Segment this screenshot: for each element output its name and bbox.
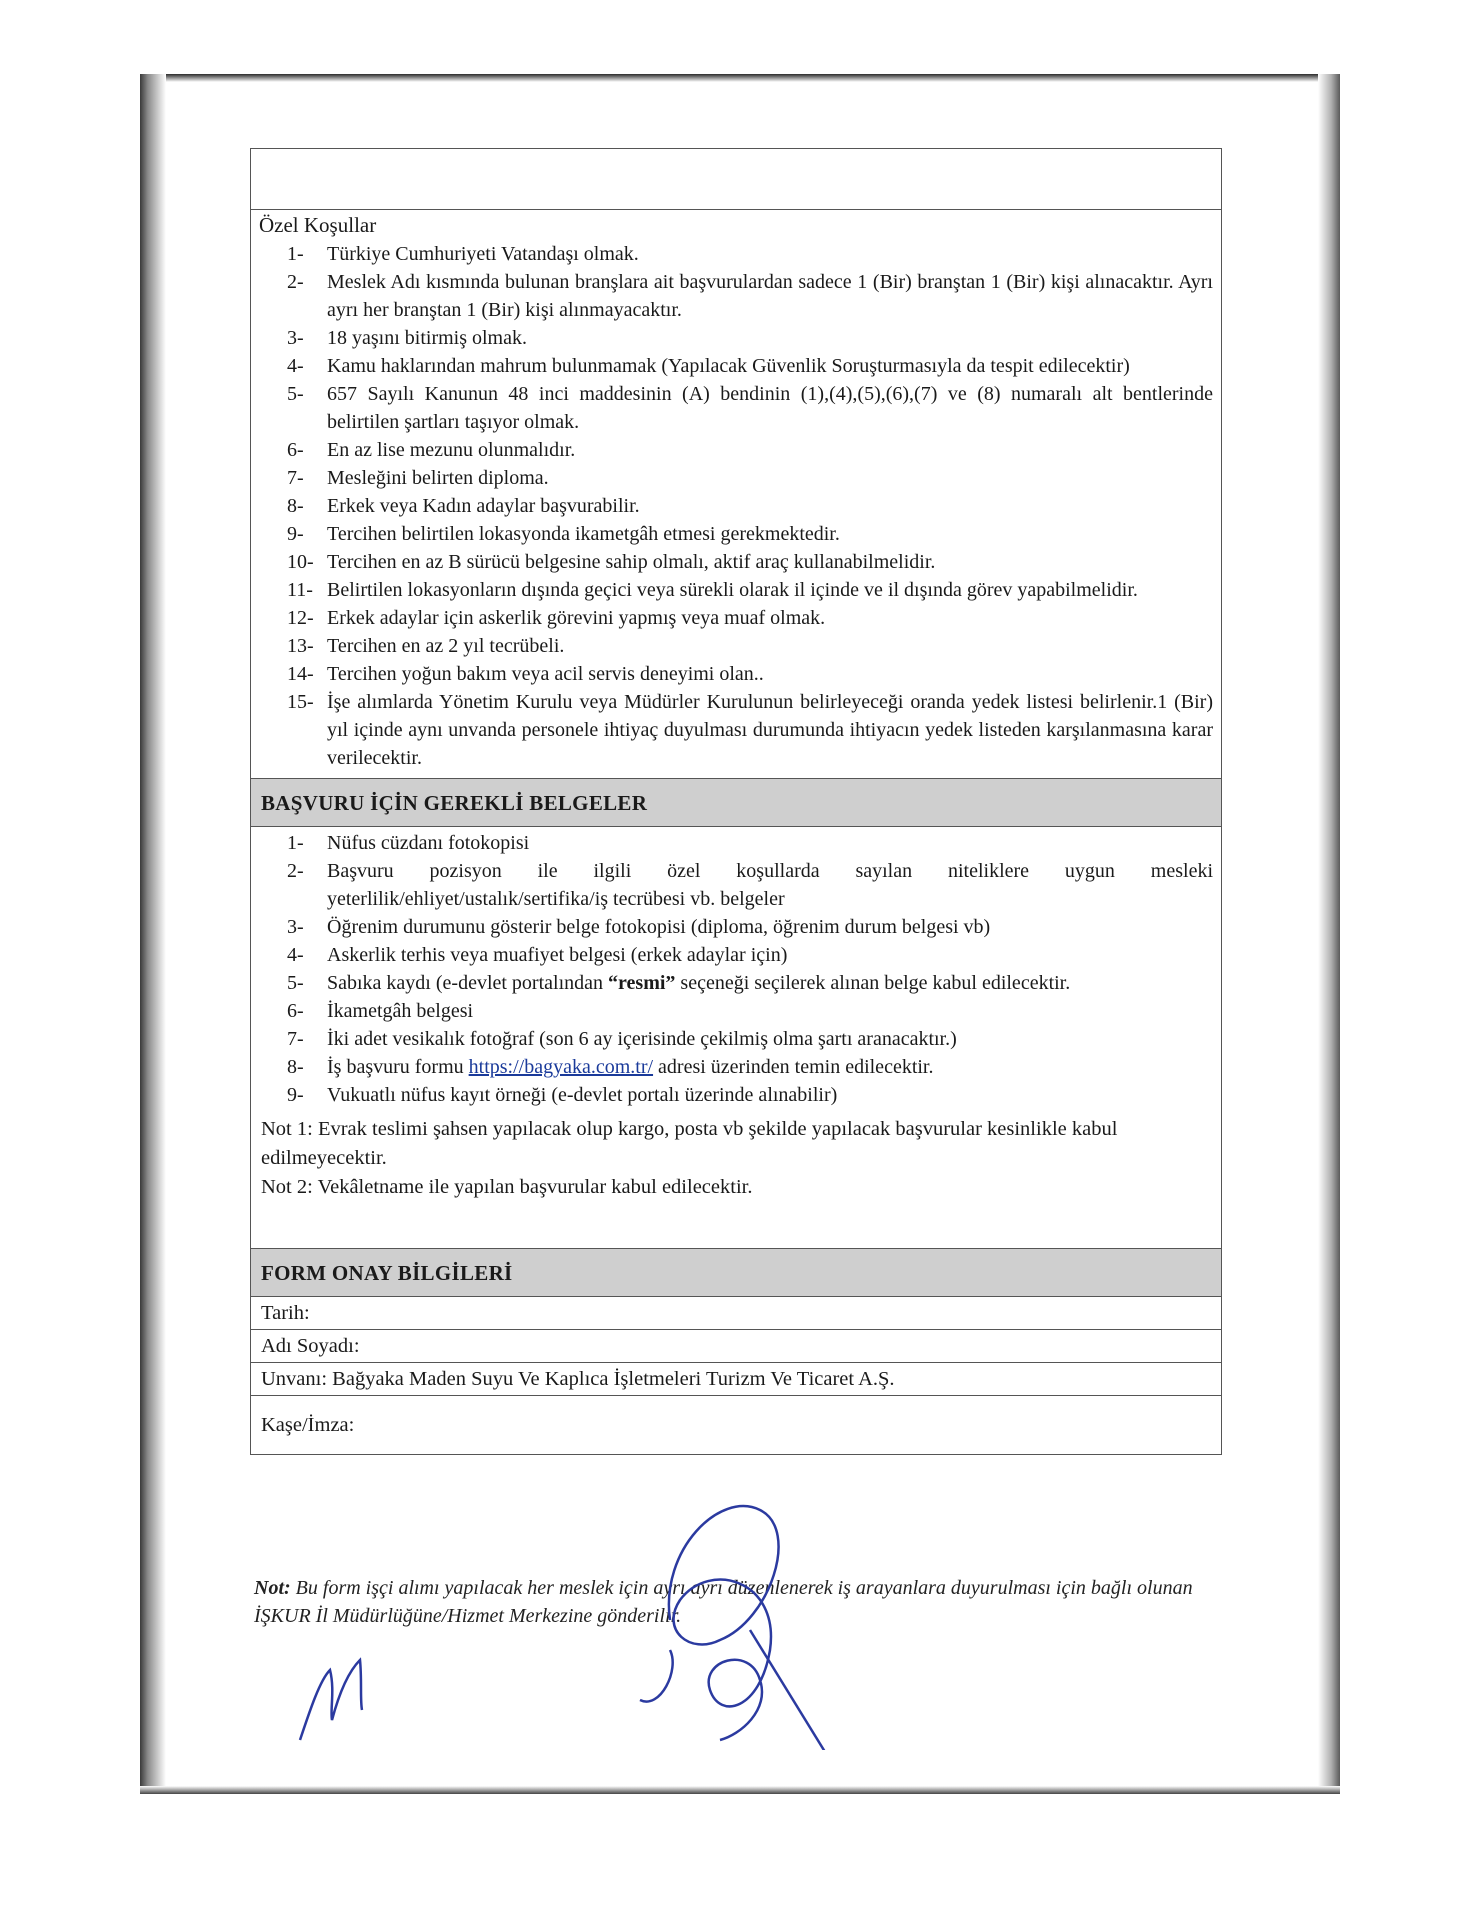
list-item-number: 8- xyxy=(287,1056,304,1078)
list-item-text: Tercihen en az B sürücü belgesine sahip olmalı, aktif araç kullanabilmelidir. xyxy=(327,551,936,573)
list-item-text: Türkiye Cumhuriyeti Vatandaşı olmak. xyxy=(327,243,639,265)
list-item xyxy=(287,688,1213,772)
list-item-number: 8- xyxy=(287,495,304,517)
list-item-text: Erkek veya Kadın adaylar başvurabilir. xyxy=(327,495,640,517)
list-item-text: 18 yaşını bitirmiş olmak. xyxy=(327,327,527,349)
title-field: Unvanı: Bağyaka Maden Suyu Ve Kaplıca İşletmeleri Turizm Ve Ticaret A.Ş. xyxy=(251,1363,1221,1396)
list-item xyxy=(287,1053,1213,1081)
list-item-text-part: İş başvuru formu xyxy=(327,1056,469,1078)
form-sheet xyxy=(250,148,1222,1455)
list-item-text: Meslek Adı kısmında bulunan branşlara ait başvurulardan sadece 1 (Bir) branştan 1 (Bir) kişi alınacaktır. Ayrı ayrı her branştan 1 (Bir) kişi alınmayacaktır. xyxy=(327,271,1213,321)
list-item xyxy=(287,1025,1213,1053)
list-item-text xyxy=(327,969,1213,997)
list-item xyxy=(287,436,1213,464)
list-item-text: 657 Sayılı Kanunun 48 inci maddesinin (A) bendinin (1),(4),(5),(6),(7) ve (8) numaralı alt bentlerinde belirtilen şartları taşıyor olmak. xyxy=(327,383,1213,433)
list-item xyxy=(287,240,1213,268)
list-item xyxy=(287,1081,1213,1109)
signature-initials xyxy=(290,1640,410,1750)
list-item-text-part: adresi üzerinden temin edilecektir. xyxy=(653,1056,934,1078)
list-item xyxy=(287,829,1213,857)
required-documents-list xyxy=(251,827,1221,1115)
name-field: Adı Soyadı: xyxy=(251,1330,1221,1363)
list-item-text: Kamu haklarından mahrum bulunmamak (Yapılacak Güvenlik Soruşturmasıyla da tespit edilecektir) xyxy=(327,355,1130,377)
list-item-number: 4- xyxy=(287,355,304,377)
list-item-number: 2- xyxy=(287,860,304,882)
list-item xyxy=(287,380,1213,436)
list-item-number: 4- xyxy=(287,944,304,966)
list-item xyxy=(287,268,1213,324)
special-conditions-section xyxy=(251,210,1221,778)
list-item-text xyxy=(327,1053,1213,1081)
form-box xyxy=(250,148,1222,1455)
note-2: Not 2: Vekâletname ile yapılan başvurular kabul edilecektir. xyxy=(261,1176,753,1198)
required-documents-section xyxy=(251,827,1221,1248)
list-item-number: 1- xyxy=(287,832,304,854)
list-item-number: 9- xyxy=(287,523,304,545)
list-item-number: 3- xyxy=(287,916,304,938)
list-item-text: En az lise mezunu olunmalıdır. xyxy=(327,439,576,461)
list-item-number: 3- xyxy=(287,327,304,349)
note-1: Not 1: Evrak teslimi şahsen yapılacak olup kargo, posta vb şekilde yapılacak başvurular kesinlikle kabul edilmeyecektir. xyxy=(261,1118,1118,1169)
list-item-text: Tercihen belirtilen lokasyonda ikametgâh etmesi gerekmektedir. xyxy=(327,523,840,545)
scan-edge-left xyxy=(140,74,166,1794)
form-approval-header: FORM ONAY BİLGİLERİ xyxy=(251,1248,1221,1297)
list-item-number: 6- xyxy=(287,1000,304,1022)
list-item-number: 6- xyxy=(287,439,304,461)
list-item xyxy=(287,576,1213,604)
list-item xyxy=(287,352,1213,380)
list-item-number: 1- xyxy=(287,243,304,265)
list-item-text: Askerlik terhis veya muafiyet belgesi (erkek adaylar için) xyxy=(327,944,788,966)
list-item xyxy=(287,969,1213,997)
list-item-text: İkametgâh belgesi xyxy=(327,1000,474,1022)
special-conditions-title: Özel Koşullar xyxy=(259,213,377,237)
list-item-number: 15- xyxy=(287,691,314,713)
list-item-text: İki adet vesikalık fotoğraf (son 6 ay içerisinde çekilmiş olma şartı aranacaktır.) xyxy=(327,1028,957,1050)
list-item-text: İşe alımlarda Yönetim Kurulu veya Müdürler Kurulunun belirleyeceği oranda yedek listesi belirlenir.1 (Bir) yıl içinde aynı unvanda personele ihtiyaç duyulması durumunda ihtiyacın yedek listeden karşılanmasına karar verilecektir. xyxy=(327,691,1213,769)
list-item-text: Tercihen en az 2 yıl tecrübeli. xyxy=(327,635,565,657)
list-item xyxy=(287,632,1213,660)
date-field: Tarih: xyxy=(251,1297,1221,1330)
list-item-text: Belirtilen lokasyonların dışında geçici veya sürekli olarak il içinde ve il dışında görev yapabilmelidir. xyxy=(327,579,1138,601)
list-item-text: Mesleğini belirten diploma. xyxy=(327,467,549,489)
list-item-number: 7- xyxy=(287,1028,304,1050)
list-item-text: Erkek adaylar için askerlik görevini yapmış veya muaf olmak. xyxy=(327,607,826,629)
list-item xyxy=(287,520,1213,548)
list-item xyxy=(287,604,1213,632)
list-item xyxy=(287,941,1213,969)
scan-edge-bottom xyxy=(140,1786,1340,1794)
list-item-text: Öğrenim durumunu gösterir belge fotokopisi (diploma, öğrenim durum belgesi vb) xyxy=(327,916,991,938)
list-item-number: 9- xyxy=(287,1084,304,1106)
list-item xyxy=(287,913,1213,941)
signature-main xyxy=(600,1470,860,1750)
scan-edge-top xyxy=(140,74,1340,82)
list-item xyxy=(287,492,1213,520)
special-conditions-list xyxy=(251,238,1221,778)
application-form-link[interactable]: https://bagyaka.com.tr/ xyxy=(468,1056,654,1078)
list-item-text-part: Sabıka kaydı (e-devlet portalından xyxy=(327,972,609,994)
list-item-number: 12- xyxy=(287,607,314,629)
documents-notes xyxy=(251,1115,1221,1248)
stamp-signature-field: Kaşe/İmza: xyxy=(251,1396,1221,1455)
empty-top-row xyxy=(251,149,1221,210)
list-item xyxy=(287,660,1213,688)
list-item-text-part: seçeneği seçilerek alınan belge kabul edilecektir. xyxy=(675,972,1071,994)
list-item xyxy=(287,548,1213,576)
list-item-number: 11- xyxy=(287,579,313,601)
list-item xyxy=(287,857,1213,913)
list-item xyxy=(287,464,1213,492)
list-item-number: 5- xyxy=(287,383,304,405)
footnote-text: Bu form işçi alımı yapılacak her meslek için ayrı ayrı düzenlenerek iş arayanlara duyurulması için bağlı olunan İŞKUR İl Müdürlüğüne/Hizmet Merkezine gönderilir. xyxy=(254,1577,1193,1627)
list-item-text: Tercihen yoğun bakım veya acil servis deneyimi olan.. xyxy=(327,663,764,685)
list-item xyxy=(287,324,1213,352)
list-item-text: Vukuatlı nüfus kayıt örneği (e-devlet portalı üzerinde alınabilir) xyxy=(327,1084,838,1106)
list-item-number: 10- xyxy=(287,551,314,573)
scan-edge-right xyxy=(1318,74,1340,1794)
required-documents-header: BAŞVURU İÇİN GEREKLİ BELGELER xyxy=(251,778,1221,827)
list-item-number: 2- xyxy=(287,271,304,293)
list-item-number: 13- xyxy=(287,635,314,657)
list-item-bold-text: “resmi” xyxy=(608,972,676,994)
list-item-number: 14- xyxy=(287,663,314,685)
list-item xyxy=(287,997,1213,1025)
list-item-number: 5- xyxy=(287,972,304,994)
list-item-number: 7- xyxy=(287,467,304,489)
list-item-text: Nüfus cüzdanı fotokopisi xyxy=(327,832,530,854)
footnote-label: Not: xyxy=(254,1577,291,1599)
list-item-text: Başvuru pozisyon ile ilgili özel koşullarda sayılan niteliklere uygun mesleki yeterlilik/ehliyet/ustalık/sertifika/iş tecrübesi vb. belgeler xyxy=(327,860,1213,910)
